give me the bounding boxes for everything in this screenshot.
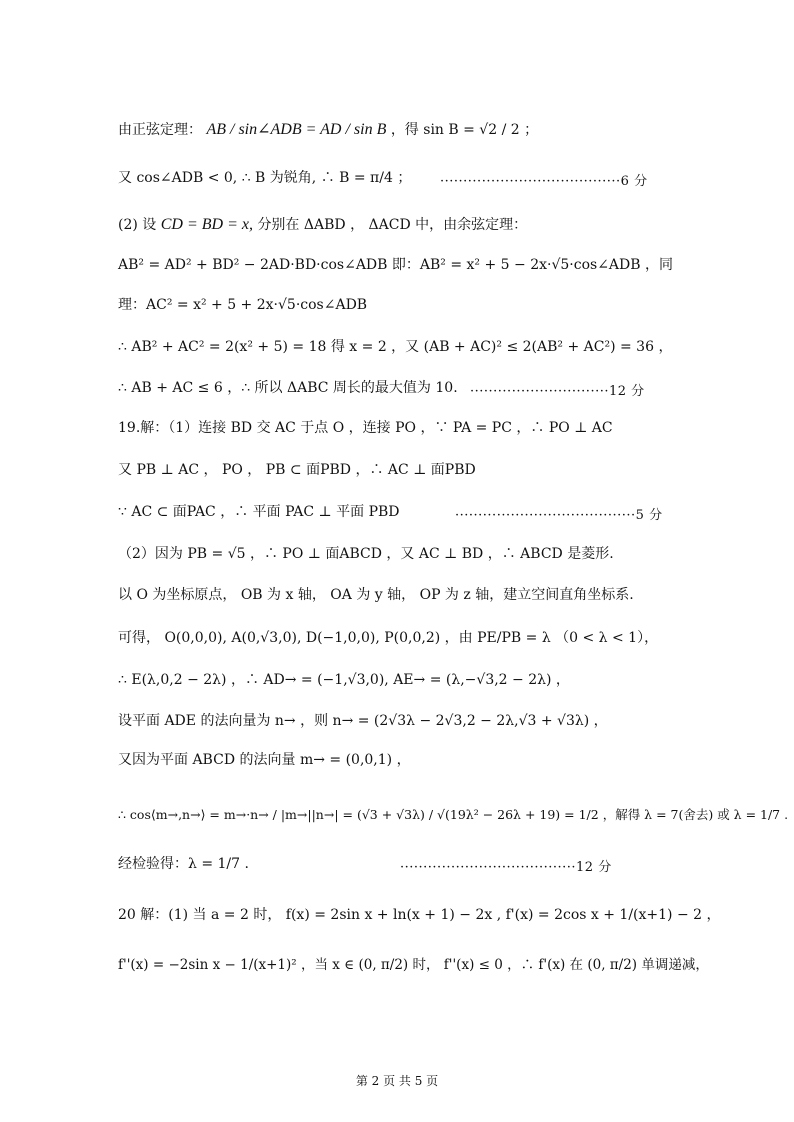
page-footer: 第 2 页 共 5 页 — [355, 1074, 439, 1088]
line-text: 20 解：(1) 当 a = 2 时， f(x) = 2sin x + ln(x + 1) − 2x , f'(x) = 2cos x + 1/(x+1) − 2 ， — [118, 907, 721, 923]
formula: CD = BD = x, — [160, 216, 253, 233]
text-line — [118, 255, 673, 275]
line-text: 由正弦定理： — [118, 122, 202, 138]
score-mark: ·······································5 分 — [455, 508, 663, 523]
line-text: ∴ AB + AC ≤ 6 ，∴ 所以 ΔABC 周长的最大值为 10. — [118, 380, 458, 396]
line-text: (2) 设 — [118, 217, 157, 233]
line-text: 理：AC² = x² + 5 + 2x·√5·cos∠ADB — [118, 297, 368, 313]
text-line — [118, 337, 672, 357]
line-text: 分别在 ΔABD ， ΔACD 中，由余弦定理： — [257, 217, 528, 233]
formula: AB / sin∠ADB = AD / sin B — [206, 121, 387, 138]
text-line — [118, 120, 538, 140]
text-line — [118, 168, 411, 188]
line-text: ∴ AB² + AC² = 2(x² + 5) = 18 得 x = 2 ，又 (AB + AC)² ≤ 2(AB² + AC²) = 36 ， — [118, 339, 673, 355]
score-mark: ······························12 分 — [470, 384, 645, 399]
line-text: ∴ E(λ,0,2 − 2λ) ，∴ AD→ = (−1,√3,0), AE→ = (λ,−√3,2 − 2λ) ， — [118, 672, 570, 688]
score-mark: ······································12 分 — [400, 860, 612, 875]
line-text: 可得， O(0,0,0), A(0,√3,0), D(−1,0,0), P(0,0,2) ，由 PE/PB = λ （0 < λ < 1）， — [118, 630, 659, 646]
line-text: 又因为平面 ABCD 的法向量 m→ = (0,0,1) ， — [118, 752, 411, 768]
text-line — [118, 378, 458, 398]
line-text: ∵ AC ⊂ 面PAC ，∴ 平面 PAC ⊥ 平面 PBD — [118, 504, 400, 520]
line-text: 19.解：（1）连接 BD 交 AC 于点 O ，连接 PO ，∵ PA = PC ，∴ PO ⊥ AC — [118, 420, 613, 436]
text-line — [118, 670, 570, 690]
text-line — [118, 215, 527, 235]
line-text: ∴ cos⟨m→,n→⟩ = m→·n→ / |m→||n→| = (√3 + √3λ) / √(19λ² − 26λ + 19) = 1/2 ，解得 λ = 7(舍去) 或 λ = 1/7 . — [118, 807, 789, 822]
text-line — [118, 418, 613, 438]
formula: ，得 sin B = √2 / 2 ； — [390, 122, 539, 138]
text-line — [118, 628, 658, 648]
text-line — [118, 955, 709, 975]
line-text: 又 cos∠ADB < 0, ∴ B 为锐角, ∴ B = π/4 ； — [118, 170, 412, 186]
text-line — [118, 460, 476, 480]
score-mark: ·······································6 分 — [440, 174, 648, 189]
line-text: f''(x) = −2sin x − 1/(x+1)² ，当 x ∈ (0, π/2) 时， f''(x) ≤ 0 ，∴ f'(x) 在 (0, π/2) 单调递减， — [118, 957, 709, 973]
line-text: 经检验得：λ = 1/7 . — [118, 856, 249, 872]
text-line — [118, 502, 400, 522]
line-text: AB² = AD² + BD² − 2AD·BD·cos∠ADB 即：AB² = x² + 5 − 2x·√5·cos∠ADB ，同 — [118, 257, 673, 273]
text-line — [118, 585, 634, 605]
line-text: （2）因为 PB = √5 ，∴ PO ⊥ 面ABCD ，又 AC ⊥ BD ，∴ ABCD 是菱形. — [118, 546, 614, 562]
line-text: 设平面 ADE 的法向量为 n→ ，则 n→ = (2√3λ − 2√3,2 − 2λ,√3 + √3λ) ， — [118, 713, 608, 729]
text-line — [118, 295, 367, 315]
text-line — [118, 544, 614, 564]
line-text: 以 O 为坐标原点， OB 为 x 轴， OA 为 y 轴， OP 为 z 轴，建立空间直角坐标系. — [118, 587, 634, 603]
text-line — [118, 711, 608, 731]
text-line — [118, 805, 788, 825]
text-line — [118, 905, 721, 925]
text-line — [118, 854, 249, 874]
text-line — [118, 750, 411, 770]
line-text: 又 PB ⊥ AC ， PO ， PB ⊂ 面PBD ，∴ AC ⊥ 面PBD — [118, 462, 476, 478]
